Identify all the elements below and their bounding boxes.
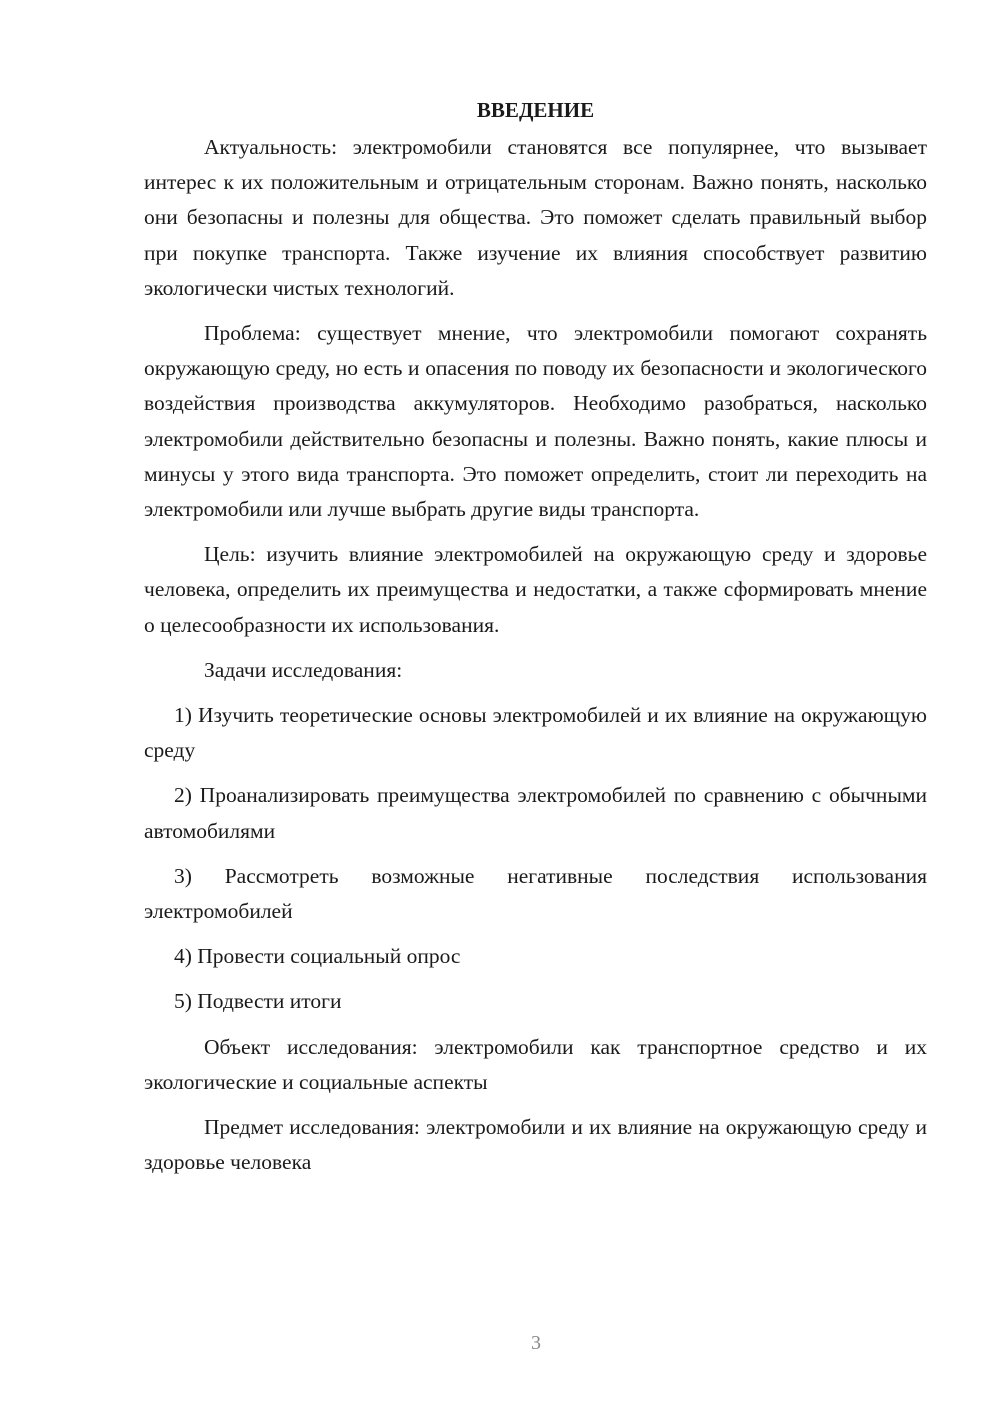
task-item: 3) Рассмотреть возможные негативные последствия использования электромобилей <box>144 863 927 924</box>
subject-paragraph: Предмет исследования: электромобили и их влияние на окружающую среду и здоровье человека <box>144 1115 927 1175</box>
page-number: 3 <box>531 1332 541 1354</box>
task-item: 4) Провести социальный опрос <box>174 944 461 969</box>
document-page <box>144 93 927 1190</box>
page-title: ВВЕДЕНИЕ <box>476 98 595 122</box>
problem-paragraph: Проблема: существует мнение, что электромобили помогают сохранять окружающую среду, но есть и опасения по поводу их безопасности и экологического воздействия производства аккумуляторов. Необходимо разобраться, насколько электромобили действительно безопасны и полезны. Важно понять, какие плюсы и минусы у этого вида транспорта. Это поможет определить, стоит ли переходить на электромобили или лучше выбрать другие виды транспорта. <box>144 321 927 522</box>
task-item: 1) Изучить теоретические основы электромобилей и их влияние на окружающую среду <box>144 703 927 763</box>
tasks-heading: Задачи исследования: <box>204 657 403 682</box>
tasks-list <box>144 698 927 1020</box>
task-item: 5) Подвести итоги <box>174 989 342 1014</box>
relevance-paragraph: Актуальность: электромобили становятся все популярнее, что вызывает интерес к их положительным и отрицательным сторонам. Важно понять, насколько они безопасны и полезны для общества. Это поможет сделать правильный выбор при покупке транспорта. Также изучение их влияния способствует развитию экологически чистых технологий. <box>144 135 927 300</box>
task-item: 2) Проанализировать преимущества электромобилей по сравнению с обычными автомобилями <box>144 783 927 843</box>
object-paragraph: Объект исследования: электромобили как транспортное средство и их экологические и социальные аспекты <box>144 1034 927 1094</box>
goal-paragraph: Цель: изучить влияние электромобилей на окружающую среду и здоровье человека, определить их преимущества и недостатки, а также сформировать мнение о целесообразности их использования. <box>144 542 927 637</box>
